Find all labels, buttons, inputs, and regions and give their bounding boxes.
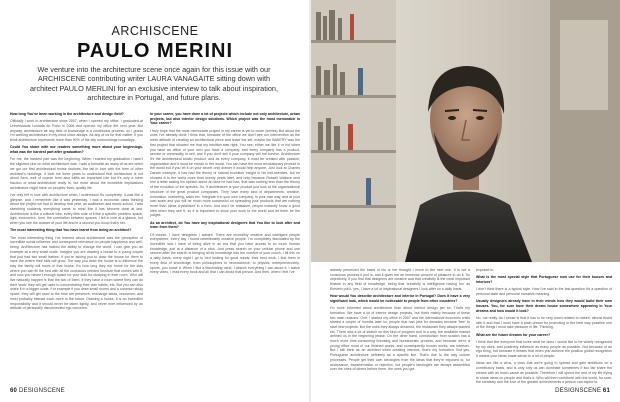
architect-portrait-image: [310, 0, 620, 262]
interview-question: Usually designers already have in their minds how they would build their own houses. You, for sure have their dream house somewhere appearing in Your dreams and how would it look?: [476, 299, 612, 313]
right-column-2: [476, 268, 612, 385]
interview-answer: Ideas are like a virus, a virus that we're going to spread and gain ambitions on a contributory basis, and is only only us can dominate sometimes if two fair share the means with as much cause as possible. Therefore I will spend the rest of my life trying to share ideas on people and that's it. Who will then contribute with the world, for sure, the creativity and the love of the greater achievements a person can aspire to.: [476, 361, 612, 385]
interview-answer: I'm more informed about architecture than about interior design per se. That's my formation. We have a lot of interior design projects, but that's mainly because of these two main reasons. One, I started my office in 2007 and the international economic crisis started a couple of months later so, people that had jobs for decades became 'free' to start new projects, like the ones they always dreamed, the restaurant they always wanted etc. There was a lot of search on this kind of program and in a way, the available market defined us in the beginning phase. On the other hand, construction from scratch has a much more time-consuming licensing and bureaucratic process, and because we're a young office most of our finished works, and consequently known works, are interiors. But I still think as an architect when creating interiors, that's my formation. But yes, Portuguese architecture definitely as a specific line. That's due to the way culture processes. People get their own ideologies from the ideas that they're exposed to, for acceptance, transformation or rejection, but people's ideologies are always assembled over the ones of others before them, the ones you got: [330, 306, 470, 372]
left-column-2: [150, 112, 300, 385]
article-headline: PAULO MERINI: [76, 40, 234, 62]
page-number-left: [10, 388, 65, 394]
right-column-1: [330, 268, 470, 385]
interview-question: What are the future dreams for your career?: [476, 332, 551, 337]
interview-question: In your career, you have done a lot of projects which include not only architecture, urban projects, but also interior design solutions. Which project was the most memorable in Your career?: [150, 112, 300, 126]
article-intro: We venture into the architecture scene once again for this issue with our ARCHISCENE contributing writer LAURA VANAGAITE sitting down with architect PAULO MERLINI for an exclusive interview to talk about inspiration, architecture in Portugal, and future plans.: [29, 65, 279, 103]
page-number-right: [555, 388, 610, 394]
interview-question: What is the most special style that Portuguese now use for their houses and interiors?: [476, 275, 612, 284]
interview-answer: I truly hope that the most memorable project in my career is yet to come (smiles) But about the ones I've already done I think that, because of the office we don't see our intervention as the mere attitude of creating an architectural piece and leave the set, maybe the BAKERY was the first project that showed me that my intuition was right. You see, either we like it or not when you have an office of your own you have a company, and every company has a product, service or commodity to sell, and if you don't sell it your company will not survive. Architecture it's the architectural studio product, and as every company, it must be created with passion, organization and it must be shown to the world. You can have the most revolutionary product in the world but if you let it on your secret only drawer it would help anyone. Just look at Charles Darwin example, it has had the theory of natural evolution insight in his mid-twenties, but he showed it to the world more than twenty years later, and only because Russell Wallace sent him a letter asking his opinion about an idea he had had, that was nothing less than the theory of the evolution of the species. So, if architecture is your product just look at the organizational structure of the great product companies. They have every kind of departments; creative, innovation, marketing, sales etc. Integrate it in your own company, in your own way, and at your own scale and you will be much more successful on spreading your products that are nothing more than ideas crystallized in a form. And don't be mistaken, people instantly know a good idea when they see it, so it is important to show your work to the world and let them be the judges.: [150, 128, 300, 218]
interview-answer: I don't think there is a typical style. How I've said in the last question it's a question of personal taste and personal narrative meaning.: [476, 287, 612, 296]
interview-answer: exposed to.: [476, 268, 495, 272]
interview-answer: No, not really. As I sense is that it has to be very much related to nature, almost fused with it and that I must have a plain dream for promoting in the best way possible one of the things I most take pleasure in life. Thinking.: [476, 316, 612, 330]
folio-magazine-name: DESIGNSCENE: [18, 388, 65, 394]
folio-magazine-name: DESIGNSCENE: [555, 388, 602, 394]
right-page: [310, 0, 620, 402]
interview-question: As an architect, do You have any inspirational designers that You like to look after and learn from them?: [150, 220, 300, 230]
interview-answer: The most interesting thing I've learned about architecture was the perception of incredible social influence and consequent relevance on people happiness and well-being. Architecture has indeed the ability to change the world. I can give you an example at a very small scale. Imagine you are drawing a house to a young couple that just had two small babies. If you're asking you to draw the house for them to have the where their kids will grow. The way you draw the house is to influence the way the family will move in that house. It's how long they run home for the kids where you can fill the bed with all the conscious needed furniture that comes with it, and now you haven't enough space for your kids for studying in their room. Who will live naturally happen is that the two of them, if they have a room where they can do their 'work' they will get used to concentrating their own habits, etc. But you can also make it in a bigger scale. For example if you draw small rooms and a common study space, they will get used to the time are presence, exchange ideas, resources, and most probably interact each more in the future. Drawing a house, it is an incredible responsibility and it should never be taken lightly, and never ever influenced by an attitude of personally disconnected ego concerns.: [10, 235, 143, 311]
interview-answer: I've only felt in love with architecture when I understood it's complexity. It was like a glimpse, and I remember like it was yesterday. I was a economic class thinking about the project we had to develop that year, an auditorium and music school. I was sketching suddenly everything came to mind like it has become clear at last. Architecture is like a cultural vibe, every little note of it like a specific problem: space, light, economics, form, the correlation between spaces. I fell in love at a glance, but when you see the answer of your life and in a second you know that's her.: [10, 192, 143, 226]
interview-question: How long You've been working in the architecture and design field?: [10, 112, 124, 116]
folio-number: 60: [10, 388, 18, 394]
section-kicker: ARCHISCENE: [111, 24, 199, 38]
interview-answer: already perceived the basis of his or her thought I move to the next one. It is not a conscious process it just is, and it gives me an immense amount of pleasure to do it. So objectively, if you find that designers are creative and that creativity is the most important feature in any field of knowledge, being that 'creativity is intelligence having fun' as Einstein put it, yes, I have a lot of inspirational designers I look after on a daily basis.: [330, 268, 470, 291]
left-column-1: [10, 112, 143, 385]
interview-question: The most interesting thing that You have learnt from being an architect?: [10, 228, 132, 233]
interview-question: Could You share with our readers something more about your beginnings, what was the hardest part after graduation?: [10, 145, 143, 155]
portrait-photo: [310, 0, 620, 262]
interview-answer: Officially I work in architecture since 2007, when I opened my office. I graduated at Universidade Lusiada do Porto in 2006 and opened my office the next year. But anyway, architecture as any field of knowledge is a continuous process, so I guess I'm working architecture in my mind since always. As any of us for that matter, if you think architecture represents more than 90% of the city surroundings nowadays.: [10, 119, 143, 143]
folio-number: 61: [602, 388, 610, 394]
interview-answer: Of course, I have designers I admire. There are incredibly creative and intelligent people everywhere, every day I found unbelievably creative people. I'm completely fascinated by the incredible luck I have of being alive in an era that you have access to so much human knowledge, just at a distance of a click. Just press search on your cellular phone and one second after the search is bringing all its knowledge into the comfort of your couch. I fill this on a daily basis, every night I go to bed looking for good minds; their best work. I find them in every field of knowledge, from philosophers to neuroscience, to physics, entrepreneurship, sports, you name it. When I find a fascinating mind, I absorb everything I can about it, I watch every video, I read every book and all that I can about that person. And then, when I feel I've: [150, 232, 300, 275]
page-gutter: [309, 0, 311, 402]
interview-answer: I think that like everyone that loves what he does I would like to be widely recognized by my work, and positively influence as many people as possible. Not because of an ego thing, but because it means that when you achieve the positive global recognition it means your ideas made sense to a lot of people.: [476, 340, 612, 359]
interview-answer: For me, the hardest part was the beginning. When I started my graduation I hadn't the slightest clue on what architecture was. I was a formalist as many of us are when we got our first architectural house routines, the fall in love with the form of other architect's buildings. It took me three years to understand that architecture is not about form, well of course form also fulfils an important role but it's only a mere fraction of what architecture really is, but more about the incredible implications architecture might have on peoples' lives, quality life.: [10, 157, 143, 190]
interview-question: How would You describe architecture and interior in Portugal? Does it have a very significant look, which would be noticeable to people from other countries?: [330, 294, 470, 303]
